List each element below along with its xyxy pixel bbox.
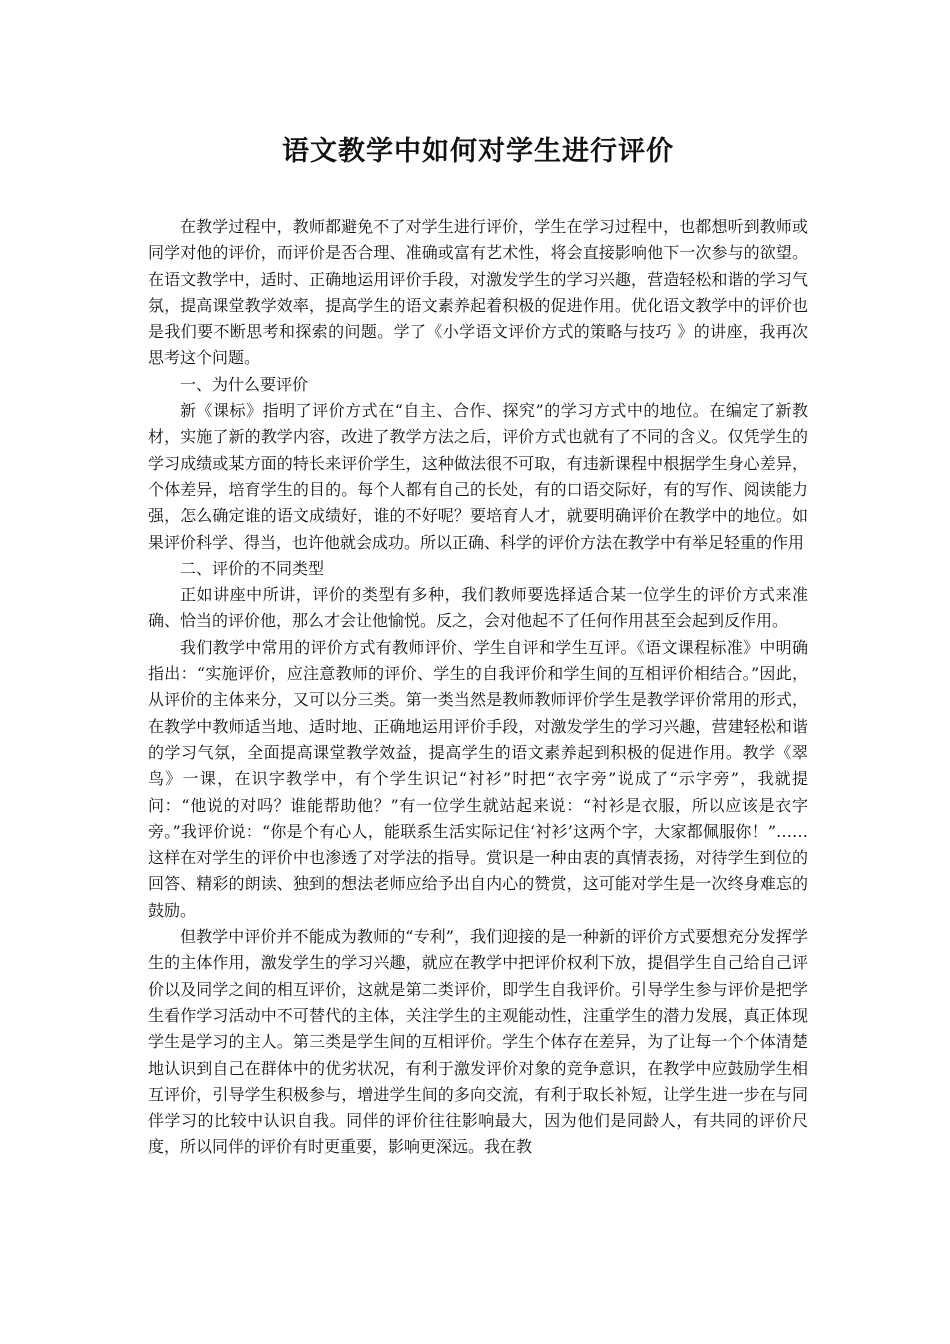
paragraph-types-intro: 正如讲座中所讲，评价的类型有多种，我们教师要选择适合某一位学生的评价方式来准确、恰当的评价他，那么才会让他愉悦。反之，会对他起不了任何作用甚至会起到反作用。 xyxy=(148,585,808,631)
paragraph-intro: 在教学过程中，教师都避免不了对学生进行评价，学生在学习过程中，也都想听到教师或同学对他的评价，而评价是否合理、准确或富有艺术性，将会直接影响他下一次参与的欲望。在语文教学中，适时、正确地运用评价手段，对激发学生的学习兴趣，营造轻松和谐的学习气氛，提高课堂教学效率，提高学生的语文素养起着积极的促进作用。优化语文教学中的评价也是我们要不断思考和探索的问题。学了《小学语文评价方式的策略与技巧 》的讲座，我再次思考这个问题。 xyxy=(148,217,808,368)
section-heading-evaluation-types: 二、评价的不同类型 xyxy=(180,558,325,578)
document-title: 语文教学中如何对学生进行评价 xyxy=(282,136,674,167)
document-page xyxy=(148,0,808,1161)
document-body xyxy=(148,214,808,1161)
paragraph-why-evaluate: 新《课标》指明了评价方式在“自主、合作、探究”的学习方式中的地位。在编定了新教材，实施了新的教学内容，改进了教学方法之后，评价方式也就有了不同的含义。仅凭学生的学习成绩或某方面的特长来评价学生，这种做法很不可取，有违新课程中根据学生身心差异，个体差异，培育学生的目的。每个人都有自己的长处，有的口语交际好，有的写作、阅读能力强，怎么确定谁的语文成绩好，谁的不好呢？要培育人才，就要明确评价在教学中的地位。如果评价科学、得当，也许他就会成功。所以正确、科学的评价方法在教学中有举足轻重的作用 xyxy=(148,401,808,552)
paragraph-teacher-evaluation: 我们教学中常用的评价方式有教师评价、学生自评和学生互评。《语文课程标准》中明确指出：“实施评价，应注意教师的评价、学生的自我评价和学生间的互相评价相结合。”因此，从评价的主体来分，又可以分三类。第一类当然是教师教师评价学生是教学评价常用的形式，在教学中教师适当地、适时地、正确地运用评价手段，对激发学生的学习兴趣，营建轻松和谐的学习气氛，全面提高课堂教学效益，提高学生的语文素养起到积极的促进作用。教学《翠鸟》一课，在识字教学中，有个学生识记“衬衫”时把“衣字旁”说成了“示字旁”，我就提问：“他说的对吗？谁能帮助他？”有一位学生就站起来说：“衬衫是衣服，所以应该是衣字旁。”我评价说：“你是个有心人，能联系生活实际记住‘衬衫’这两个字，大家都佩服你！”……这样在对学生的评价中也渗透了对学法的指导。赏识是一种由衷的真情表扬，对待学生到位的回答、精彩的朗读、独到的想法老师应给予出自内心的赞赏，这可能对学生是一次终身难忘的鼓励。 xyxy=(148,637,808,920)
paragraph-self-and-peer-evaluation: 但教学中评价并不能成为教师的“专利”，我们迎接的是一种新的评价方式要想充分发挥学生的主体作用，激发学生的学习兴趣，就应在教学中把评价权利下放，提倡学生自己给自己评价以及同学之间的相互评价，这就是第二类评价，即学生自我评价。引导学生参与评价是把学生看作学习活动中不可替代的主体，关注学生的主观能动性，注重学生的潜力发展，真正体现学生是学习的主人。第三类是学生间的互相评价。学生个体存在差异，为了让每一个个体清楚地认识到自己在群体中的优劣状况，有利于激发评价对象的竞争意识，在教学中应鼓励学生相互评价，引导学生积极参与，增进学生间的多向交流，有利于取长补短，让学生进一步在与同伴学习的比较中认识自我。同伴的评价往往影响最大，因为他们是同龄人，有共同的评价尺度，所以同伴的评价有时更重要，影响更深远。我在教 xyxy=(148,927,808,1157)
section-heading-why-evaluate: 一、为什么要评价 xyxy=(180,374,309,394)
